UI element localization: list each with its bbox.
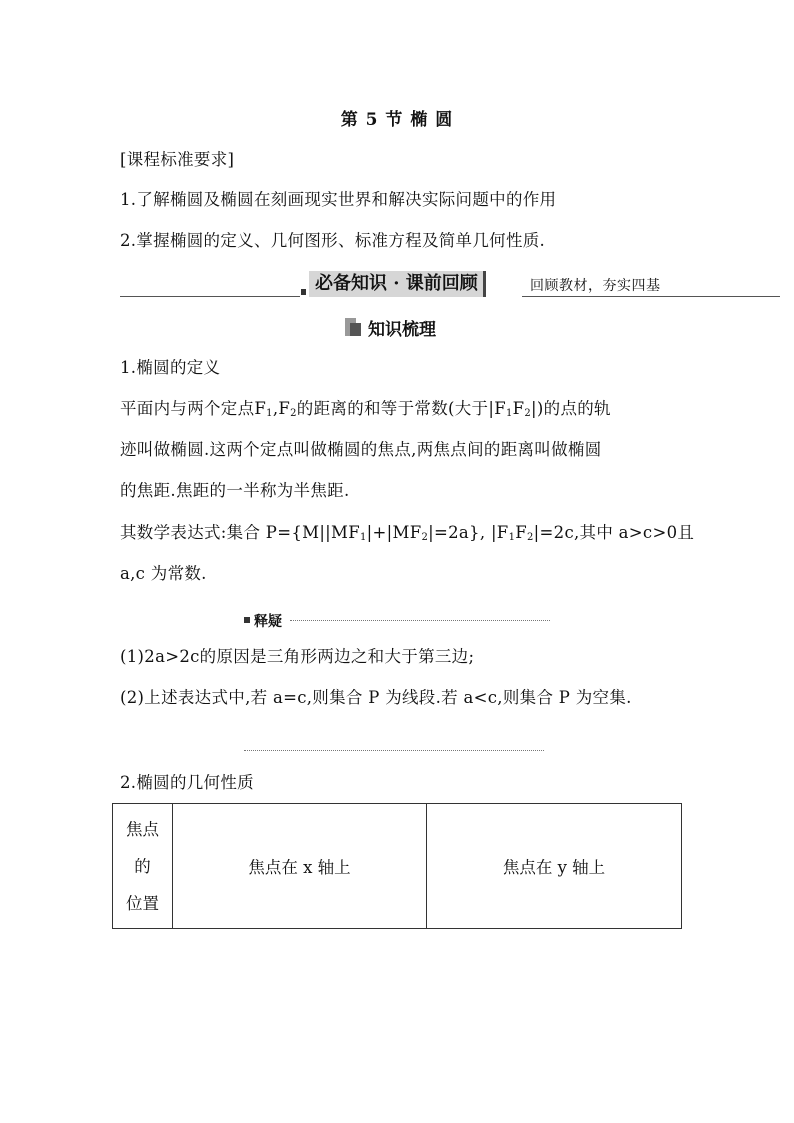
- explanation-item-1: (1)2a>2c的原因是三角形两边之和大于第三边;: [120, 647, 475, 666]
- requirement-item-1: 1.了解椭圆及椭圆在刻画现实世界和解决实际问题中的作用: [120, 190, 557, 209]
- properties-table: [112, 803, 682, 929]
- banner-left-rule: [120, 296, 300, 297]
- table-cell-y-axis: 焦点在 y 轴上: [427, 804, 682, 929]
- explanation-bottom-divider: [244, 750, 544, 751]
- banner-marker: [301, 289, 306, 295]
- banner-main: 必备知识 · 课前回顾: [309, 271, 486, 297]
- table-row: [113, 804, 682, 929]
- requirements-heading: [课程标准要求]: [120, 150, 235, 169]
- explanation-marker: [244, 617, 250, 623]
- definition-formula: 其数学表达式:集合 $P=\{M||MF_1|+|MF_2|=2a\}$, $|F_1F_2|=2c$,其中 a>c>0且: [120, 523, 695, 543]
- properties-heading: 2.椭圆的几何性质: [120, 773, 254, 792]
- explanation-item-2: (2)上述表达式中,若 a=c,则集合 P 为线段.若 a<c,则集合 P 为空集.: [120, 688, 632, 707]
- definition-line-1: 平面内与两个定点$F_1,F_2$的距离的和等于常数(大于$|F_1F_2|$)的点的轨: [120, 399, 611, 419]
- definition-line-3: 的焦距.焦距的一半称为半焦距.: [120, 481, 350, 500]
- table-cell-x-axis: 焦点在 x 轴上: [173, 804, 427, 929]
- definition-line-2: 迹叫做椭圆.这两个定点叫做椭圆的焦点,两焦点间的距离叫做椭圆: [120, 440, 602, 459]
- section-marker-icon: [345, 318, 361, 336]
- explanation-label: 释疑: [254, 614, 282, 630]
- requirement-item-2: 2.掌握椭圆的定义、几何图形、标准方程及简单几何性质.: [120, 231, 546, 250]
- definition-heading: 1.椭圆的定义: [120, 358, 221, 377]
- explanation-top-divider: [290, 620, 550, 621]
- definition-line-5: a,c 为常数.: [120, 564, 207, 583]
- banner-subtitle: 回顾教材，夯实四基: [530, 278, 661, 294]
- page-title: 第 5 节 椭 圆: [340, 110, 454, 130]
- table-header-focus-position: 焦点 的 位置: [113, 804, 173, 929]
- banner-right-rule: [522, 296, 780, 297]
- section-title: 知识梳理: [368, 320, 436, 340]
